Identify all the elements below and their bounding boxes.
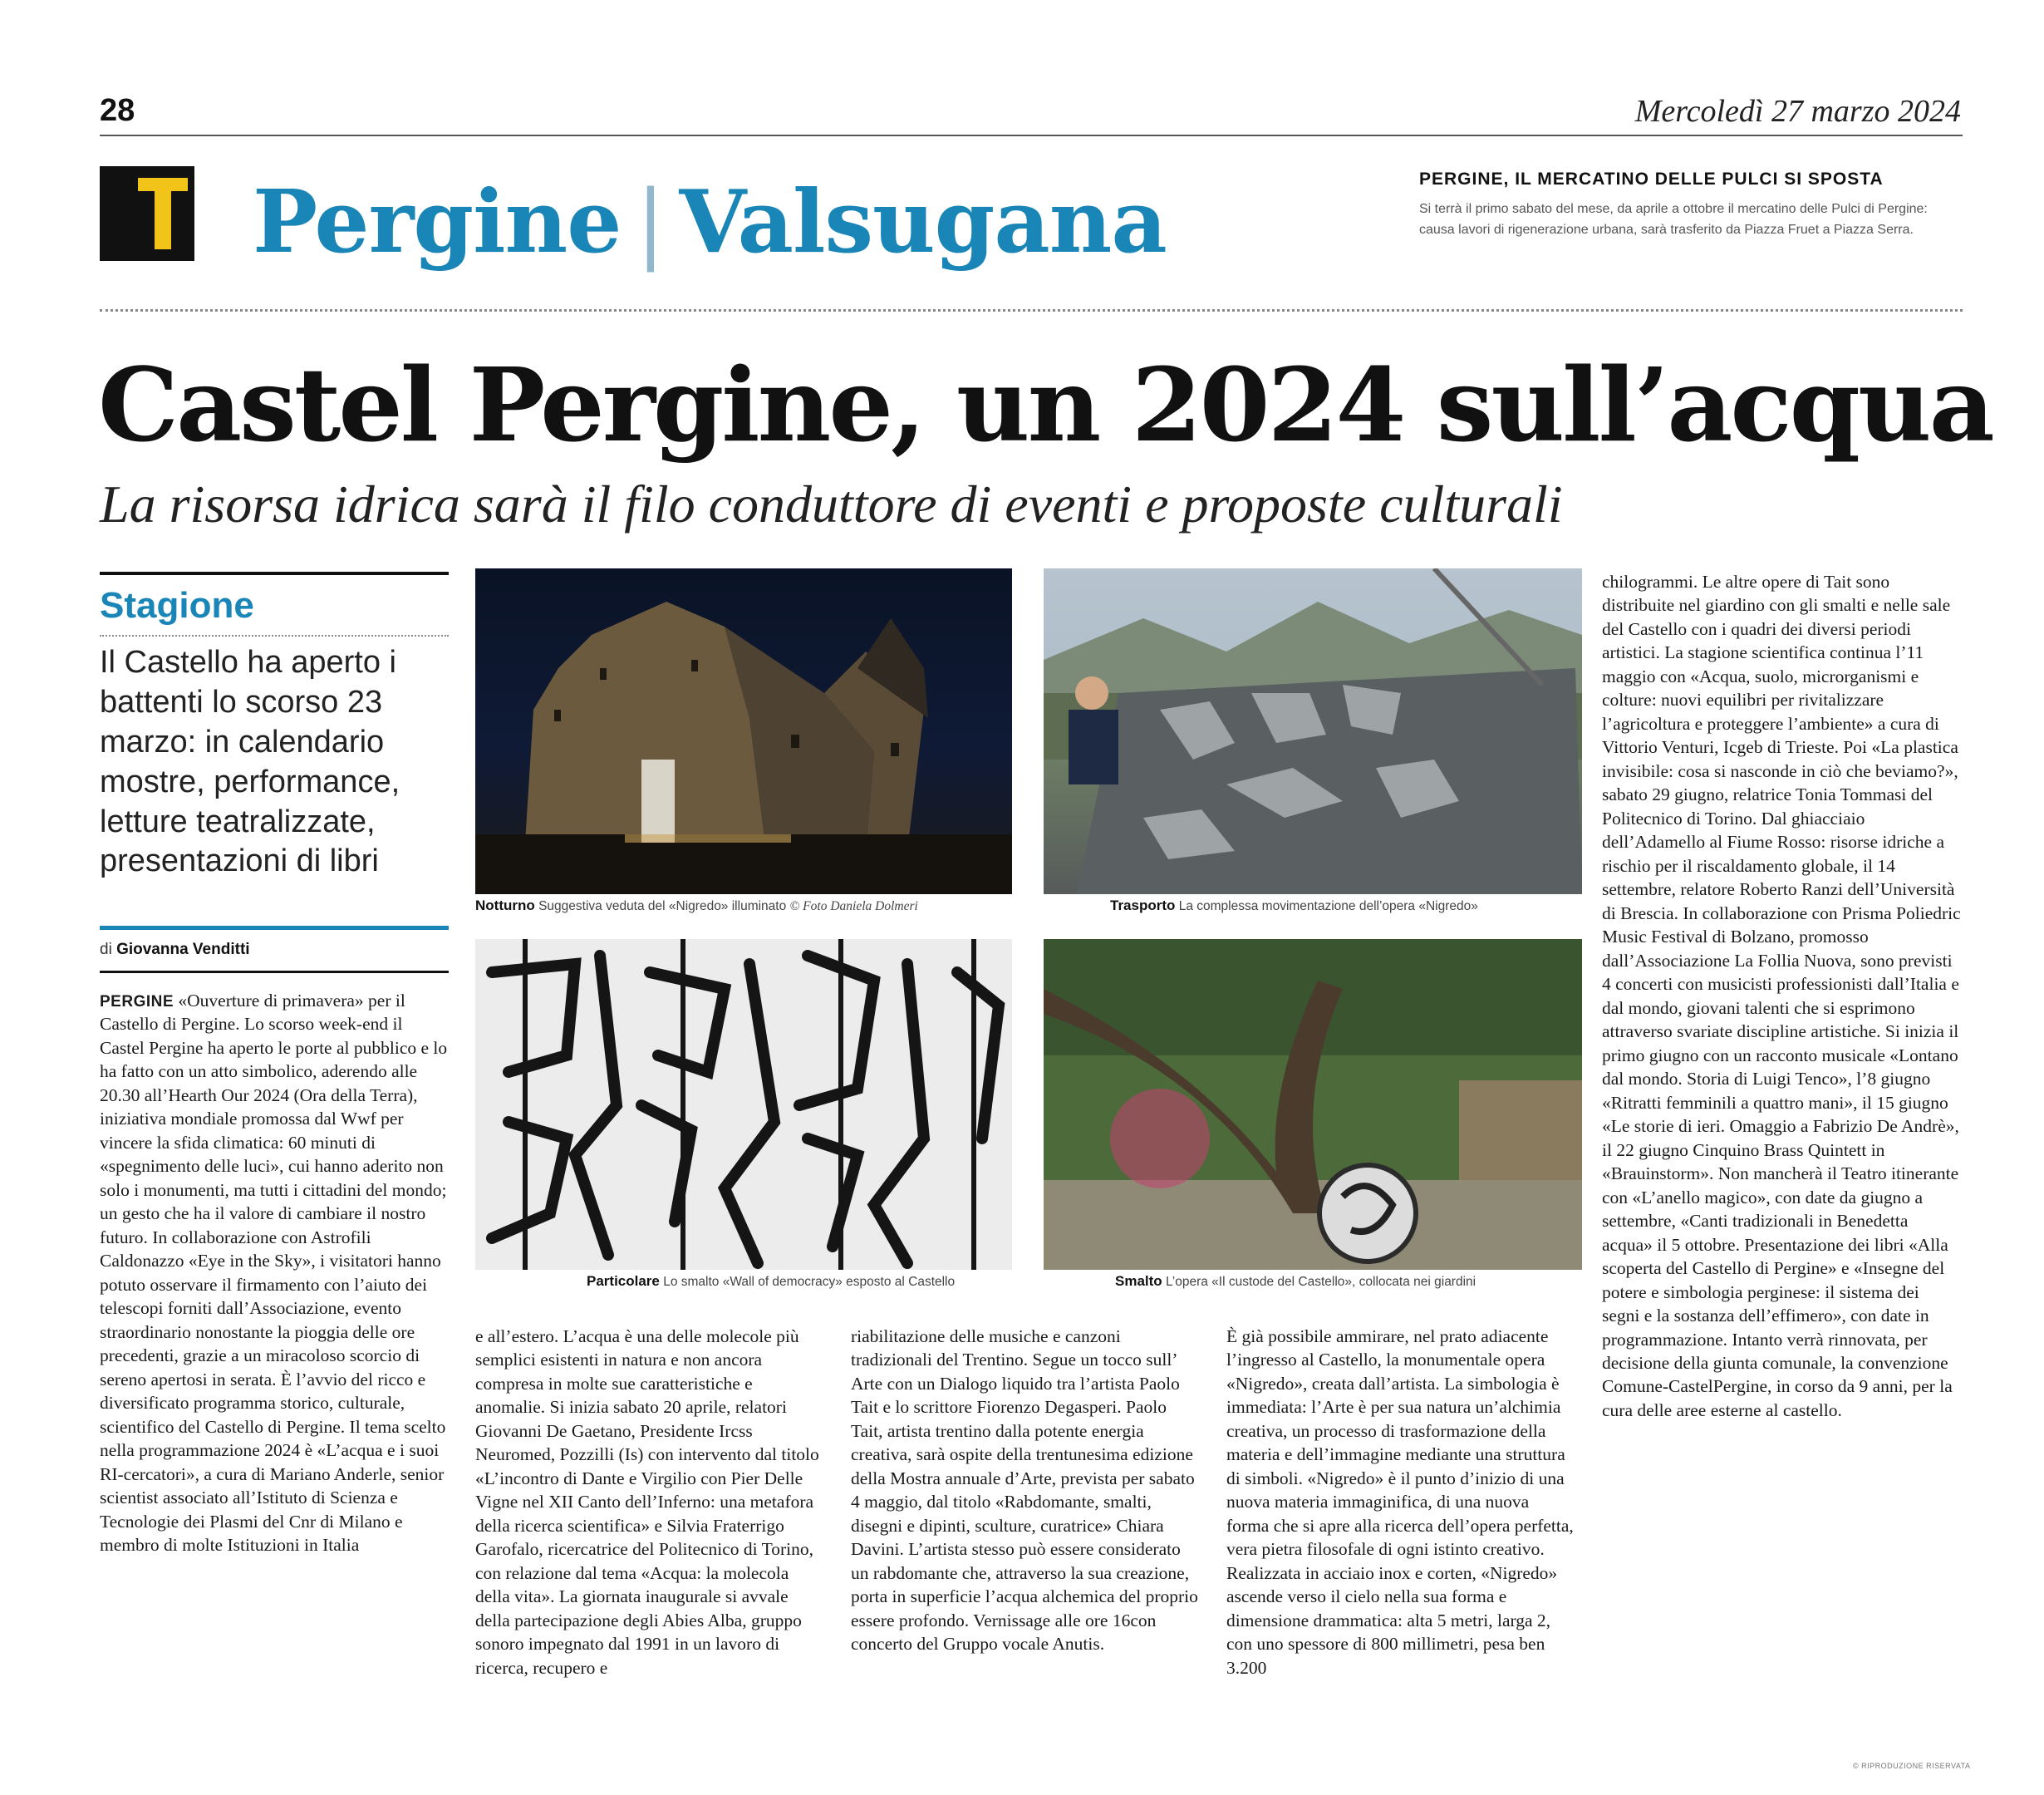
copyright-notice: © RIPRODUZIONE RISERVATA	[1853, 1762, 1971, 1770]
byline	[100, 941, 250, 959]
caption-4-text: L’opera «Il custode del Castello», collocata nei giardini	[1166, 1275, 1476, 1289]
section-left: Pergine	[253, 170, 622, 273]
section-right: Valsugana	[679, 170, 1167, 273]
caption-1-title: Notturno	[475, 898, 535, 913]
caption-1-credit: © Foto Daniela Dolmeri	[789, 899, 918, 913]
article-column-1	[100, 989, 449, 1557]
article-headline: Castel Pergine, un 2024 sull’acqua	[98, 345, 1992, 465]
byline-author: Giovanna Venditti	[116, 941, 250, 958]
column-1-text: «Ouverture di primavera» per il Castello di Pergine. Lo scorso week-end il Castel Pergine ha aperto le porte al pubblico e lo ha fatto con un atto simbolico, aderendo alle 20.30 all’Hearth Our 2024 (Ora della Terra), iniziativa mondiale promossa dal Wwf per vincere la sfida climatica: 60 minuti di «spegnimento delle luci», cui hanno aderito non solo i monumenti, ma tutti i cittadini del mondo; un gesto che ha il valore di cambiare il nostro futuro. In collaborazione con Astrofili Caldonazzo «Eye in the Sky», i visitatori hanno potuto osservare il firmamento con l’aiuto dei telescopi forniti dall’Associazione, evento straordinario nonostante la pioggia delle ore precedenti, grazie a un miracoloso scorcio di sereno apertosi in serata. È l’avvio del ricco e diversificato programma storico, culturale, scientifico del Castello di Pergine. Il tema scelto nella programmazione 2024 è «L’acqua e i suoi RI-cercatori», a cura di Mariano Anderle, senior scientist associato all’Istituto di Scienza e Tecnologie dei Plasmi del Cnr di Milano e membro di molte Istituzioni in Italia	[100, 991, 448, 1556]
box-bottom-rule	[100, 926, 449, 930]
castle-night-illustration	[475, 568, 1012, 894]
garden-enamel-illustration	[1044, 939, 1582, 1270]
byline-rule	[100, 971, 449, 973]
box-label: Stagione	[100, 585, 254, 626]
photo-caption-2	[1110, 898, 1478, 914]
article-column-2: e all’estero. L’acqua è una delle molecole più semplici esistenti in natura e non ancora compresa in molte sue caratteristiche e anomalie. Si inizia sabato 20 aprile, relatori Giovanni De Gaetano, Presidente Ircss Neuromed, Pozzilli (Is) con intervento dal titolo «L’incontro di Dante e Virgilio con Pier Delle Vigne nel XII Canto dell’Inferno: una metafora della ricerca scientifica» e Silvia Fraterrigo Garofalo, ricercatrice del Politecnico di Torino, con relazione dal tema «Acqua: la molecola della vita». La giornata inaugurale si avvale della partecipazione degli Abies Alba, gruppo sonoro impegnato dal 1991 in un lavoro di ricerca, recupero e	[475, 1326, 819, 1678]
header-rule	[100, 135, 1963, 136]
caption-2-text: La complessa movimentazione dell’opera «Nigredo»	[1178, 899, 1478, 913]
photo-caption-3	[587, 1273, 955, 1290]
page-date: Mercoledì 27 marzo 2024	[1634, 94, 1961, 129]
photo-caption-1	[475, 898, 918, 914]
photo-enamel-detail	[475, 939, 1012, 1270]
section-separator: |	[636, 171, 665, 273]
box-text: Il Castello ha aperto i battenti lo scorso 23 marzo: in calendario mostre, performance, letture teatralizzate, presentazioni di libri	[100, 645, 400, 879]
photo-caption-4	[1115, 1273, 1476, 1290]
page-number: 28	[100, 93, 135, 128]
photo-castle-night	[475, 568, 1012, 894]
brief-text: Si terrà il primo sabato del mese, da aprile a ottobre il mercatino delle Pulci di Pergine: causa lavori di rigenerazione urbana, sarà trasferito da Piazza Fruet a Piazza Serra.	[1419, 202, 1928, 237]
photo-garden-enamel	[1044, 939, 1582, 1270]
dotted-divider	[100, 309, 1963, 312]
dateline: PERGINE	[100, 993, 174, 1011]
photo-sculpture-transport	[1044, 568, 1582, 894]
caption-1-text: Suggestiva veduta del «Nigredo» illuminato	[538, 899, 787, 913]
caption-3-title: Particolare	[587, 1273, 660, 1289]
box-top-rule	[100, 572, 449, 575]
newspaper-logo	[100, 166, 194, 261]
article-subheadline: La risorsa idrica sarà il filo conduttore di eventi e proposte culturali	[100, 475, 1563, 534]
sculpture-transport-illustration	[1044, 568, 1582, 894]
article-column-3: riabilitazione delle musiche e canzoni tradizionali del Trentino. Segue un tocco sull’ Arte con un Dialogo liquido tra l’artista Paolo Tait e lo scrittore Fiorenzo Degasperi. Paolo Tait, artista trentino dalla potente energia creativa, sarà ospite della trentunesima edizione della Mostra annuale d’Arte, prevista per sabato 4 maggio, dal titolo «Rabdomante, smalti, disegni e dipinti, sculture, curatrice» Chiara Davini. L’artista stesso può essere considerato un rabdomante che, attraverso la sua creazione, porta in superficie l’acqua alchemica del proprio essere profondo. Vernissage alle ore 16con concerto del Gruppo vocale Anutis.	[851, 1326, 1198, 1655]
logo-t-stem	[155, 178, 171, 249]
section-title	[253, 170, 1167, 273]
caption-2-title: Trasporto	[1110, 898, 1176, 913]
article-column-4: È già possibile ammirare, nel prato adiacente l’ingresso al Castello, la monumentale opera «Nigredo», creata dall’artista. La simbologia è immediata: l’Arte è per sua natura un’alchimia creativa, un processo di trasformazione della materia e dell’immagine mediante una struttura di simboli. «Nigredo» è il punto d’inizio di una nuova materia immaginifica, di una nuova forma che si apre alla ricerca dell’opera perfetta, vera pietra filosofale di ogni istinto creativo. Realizzata in acciaio inox e corten, «Nigredo» ascende verso il cielo nella sua forma e dimensione drammatica: alta 5 metri, larga 2, con uno spessore di 800 millimetri, pesa ben 3.200	[1226, 1326, 1574, 1678]
caption-4-title: Smalto	[1115, 1273, 1162, 1289]
article-column-5: chilogrammi. Le altre opere di Tait sono distribuite nel giardino con gli smalti e nelle sale del Castello con i quadri dei diversi periodi artistici. La stagione scientifica continua l’11 maggio con «Acqua, suolo, microrganismi e colture: nuovi equilibri per rivitalizzare l’agricoltura e proteggere l’ambiente» a cura di Vittorio Venturi, Icgeb di Trieste. Poi «La plastica invisibile: cosa si nasconde in ciò che beviamo?», sabato 29 giugno, relatrice Tonia Tommasi del Politecnico di Torino. Dal ghiacciaio dell’Adamello al Fiume Rosso: risorse idriche a rischio per il riscaldamento globale, il 14 settembre, relatore Roberto Ranzi dell’Università di Brescia. In collaborazione con Prisma Poliedric Music Festival di Bolzano, promosso dall’Associazione La Follia Nuova, sono previsti 4 concerti con musicisti professionisti dall’Italia e dal mondo, giovani talenti che si esprimono attraverso svariate discipline artistiche. Si inizia il primo giugno con un racconto musicale «Lontano dal mondo. Storia di Luigi Tenco», l’8 giugno «Ritratti femminili a quattro mani», il 15 giugno «Le storie di ieri. Omaggio a Fabrizio De Andrè», il 22 giugno Cinquino Brass Quintett in «Brauinstorm». Non mancherà il Teatro itinerante con «L’anello magico», con date da giugno a settembre, «Canti tradizionali in Benedetta acqua» il 5 ottobre. Presentazione dei libri «Alla scoperta del Castello di Pergine» e «Insegne del potere e simbologia perginese: il sistema dei segni e la sostanza dell’effimero», con date in programmazione. Intanto verrà rinnovata, per decisione della giunta comunale, la convenzione Comune-CastelPergine, in corso da 9 anni, per la cura delle aree esterne al castello.	[1602, 572, 1961, 1420]
box-dotted-rule	[100, 635, 449, 637]
brief-title: PERGINE, IL MERCATINO DELLE PULCI SI SPOSTA	[1419, 170, 1884, 189]
caption-3-text: Lo smalto «Wall of democracy» esposto al Castello	[663, 1275, 956, 1289]
byline-prefix: di	[100, 941, 112, 958]
enamel-detail-illustration	[475, 939, 1012, 1270]
